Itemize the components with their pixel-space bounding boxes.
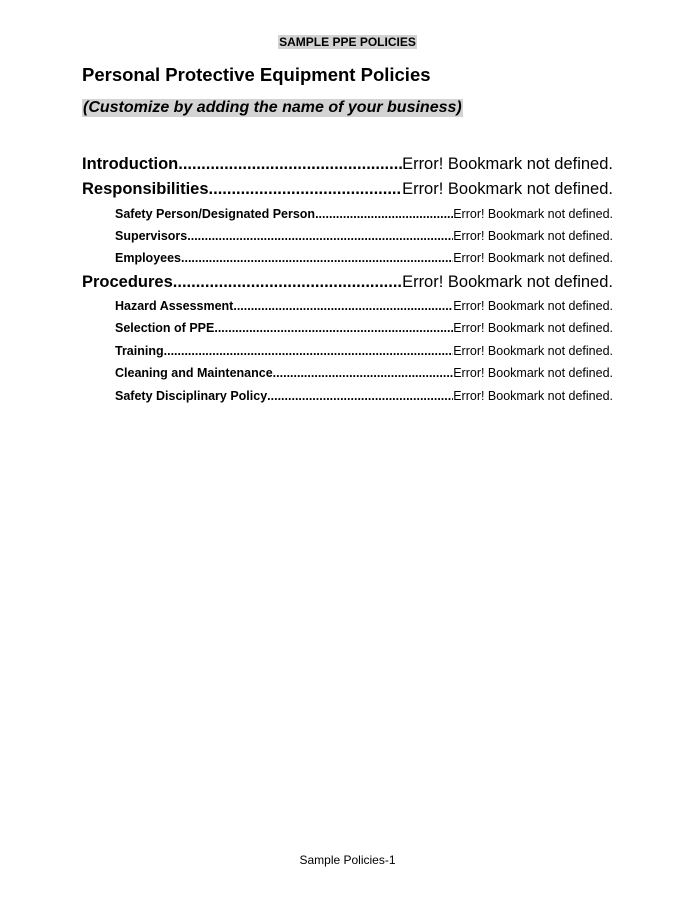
page-header <box>0 33 695 51</box>
toc-entry-label: Training <box>115 344 164 358</box>
toc-entry-page: Error! Bookmark not defined. <box>453 229 613 243</box>
toc-entry-label: Hazard Assessment <box>115 299 234 313</box>
toc-entry-procedures[interactable] <box>82 273 613 292</box>
toc-entry-label: Supervisors <box>115 229 188 243</box>
toc-entry-page: Error! Bookmark not defined. <box>402 273 613 291</box>
toc-entry-page: Error! Bookmark not defined. <box>453 344 613 358</box>
toc-entry-page: Error! Bookmark not defined. <box>453 251 613 265</box>
toc-leader-dots <box>164 344 454 358</box>
toc-entry-supervisors[interactable] <box>115 229 613 243</box>
toc-leader-dots <box>209 180 403 199</box>
toc-entry-page: Error! Bookmark not defined. <box>453 299 613 313</box>
document-title: Personal Protective Equipment Policies <box>82 64 431 85</box>
toc-leader-dots <box>214 321 453 335</box>
toc-entry-introduction[interactable] <box>82 155 613 174</box>
toc-entry-page: Error! Bookmark not defined. <box>402 155 613 173</box>
toc-leader-dots <box>178 155 402 174</box>
toc-entry-page: Error! Bookmark not defined. <box>402 180 613 198</box>
toc-entry-label: Responsibilities <box>82 180 209 198</box>
toc-entry-hazard-assessment[interactable] <box>115 299 613 313</box>
toc-entry-page: Error! Bookmark not defined. <box>453 366 613 380</box>
toc-entry-training[interactable] <box>115 344 613 358</box>
toc-entry-label: Introduction <box>82 155 179 173</box>
toc-entry-label: Safety Person/Designated Person <box>115 207 316 221</box>
toc-entry-employees[interactable] <box>115 251 613 265</box>
document-subtitle: (Customize by adding the name of your business) <box>83 99 462 116</box>
toc-leader-dots <box>187 229 453 243</box>
page-footer: Sample Policies-1 <box>299 853 396 867</box>
toc-entry-label: Cleaning and Maintenance <box>115 366 273 380</box>
toc-leader-dots <box>173 273 402 292</box>
toc-entry-cleaning-and-maintenance[interactable] <box>115 366 613 380</box>
toc-entry-responsibilities[interactable] <box>82 180 613 199</box>
toc-entry-page: Error! Bookmark not defined. <box>453 389 613 403</box>
toc-leader-dots <box>273 366 454 380</box>
toc-leader-dots <box>315 207 453 221</box>
toc-leader-dots <box>233 299 453 313</box>
toc-entry-safety-person[interactable] <box>115 207 613 221</box>
toc-entry-selection-of-ppe[interactable] <box>115 321 613 335</box>
toc-entry-safety-disciplinary-policy[interactable] <box>115 389 613 403</box>
toc-leader-dots <box>267 389 453 403</box>
toc-entry-label: Procedures <box>82 273 173 291</box>
header-label: SAMPLE PPE POLICIES <box>279 35 416 49</box>
toc-entry-page: Error! Bookmark not defined. <box>453 207 613 221</box>
toc-entry-page: Error! Bookmark not defined. <box>453 321 613 335</box>
toc-entry-label: Employees <box>115 251 182 265</box>
toc-entry-label: Safety Disciplinary Policy <box>115 389 268 403</box>
toc-entry-label: Selection of PPE <box>115 321 215 335</box>
toc-leader-dots <box>181 251 453 265</box>
